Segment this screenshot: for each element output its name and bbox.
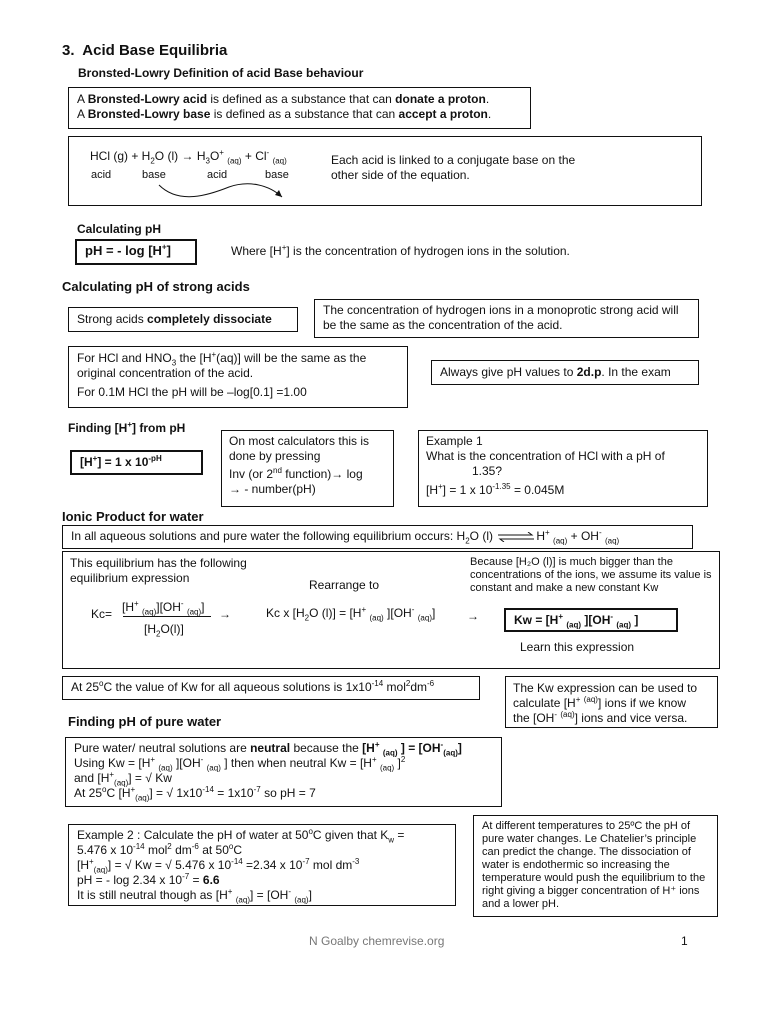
arrow-2: → — [467, 609, 479, 623]
h-from-ph-formula: [H+] = 1 x $10^{-pH}$ — [70, 450, 203, 475]
rearrange-label: Rearrange to — [309, 578, 380, 592]
kw-25-box: At 25$^o$C the value of Kw for all aqueous solutions is $1x10^{-14}$ $mol^2dm^{-6}$ — [62, 676, 480, 700]
label-base-1: base — [142, 169, 166, 181]
kw-usage-box: The Kw expression can be used to calculate [H+ $^{(aq)}$] ions if we know the [OH- $^{(aq)}$] ions and vice versa. — [505, 676, 718, 728]
page-number: 1 — [681, 934, 688, 948]
ph-formula-note: Where [H+] is the concentration of hydrogen ions in the solution. — [231, 243, 570, 258]
example-1-box: Example 1 What is the concentration of HCl with a pH of 1.35? [H+] = 1 x $10^{-1.35} = 0.045M$ — [418, 430, 708, 507]
conjugate-arrow — [149, 175, 289, 203]
section-title — [62, 42, 227, 59]
conjugate-note: Each acid is linked to a conjugate base on the other side of the equation. — [331, 153, 576, 182]
kw-expression-box: Kw = [H+ $_{(aq)}$ ][OH- $_{(aq)}$ ] — [504, 608, 678, 632]
pure-water-box: Pure water/ neutral solutions are neutral because the [H+ $_{(aq)}$ ] = $[OH^-_{(aq)}]$ Using Kw = [H+ $_{(aq)}$ ][OH- $_{(aq)}$ ] then when neutral Kw = [H+ $_{(aq)}$ ]$^2$ and $[H^+_{(aq)}]$ = √ Kw At 25$^o$C $[H^+_{(aq)}]$ = √ $1x10^{-14} = 1x10^{-7}$ so pH = 7 — [65, 737, 502, 807]
because-note: Because [H₂O (l)] is much bigger than the concentrations of the ions, we assume its value is constant and make a new constant Kw — [470, 556, 712, 594]
strong-acids-heading: Calculating pH of strong acids — [62, 279, 250, 294]
definition-box — [68, 87, 531, 129]
kc-numerator: [H+ $_{(aq)}$][OH- $_{(aq)}$] — [122, 599, 205, 617]
footer-author: N Goalby chemrevise.org — [309, 934, 445, 948]
calculator-note-box: On most calculators this is done by pressing Inv (or 2nd function)→ log → - number(pH) — [221, 430, 394, 507]
learn-expression: Learn this expression — [520, 640, 635, 654]
definition-base: A Bronsted-Lowry base is defined as a substance that can accept a proton. — [77, 107, 492, 121]
arrow-1: → — [219, 607, 231, 621]
water-equilibrium-box: In all aqueous solutions and pure water the following equilibrium occurs: $H_2O$ (l) H+ $_{(aq)}$ + OH- $_{(aq)}$ — [62, 525, 693, 549]
conjugate-equation-box — [68, 136, 702, 206]
temperature-note-box: At different temperatures to 25ºC the pH of pure water changes. Le Chatelier’s principle can predict the change. The dissociation of water is endothermic so increasing the temperature would push the equilibrium to the right giving a bigger concentration of H⁺ ions and a lower pH. — [473, 815, 718, 917]
equilibrium-expression-box — [62, 551, 720, 669]
calculating-ph-heading: Calculating pH — [77, 222, 162, 236]
pure-water-heading: Finding pH of pure water — [68, 714, 222, 729]
label-acid-1: acid — [91, 169, 112, 181]
finding-h-heading: Finding [H+] from pH — [68, 420, 186, 435]
hcl-concentration-box: For HCl and $HNO_3$ the [H+(aq)] will be the same as the original concentration of the acid. For 0.1M HCl the pH will be –log[0.1] =1.00 — [68, 346, 408, 408]
expr-intro: This equilibrium has the following equilibrium expression — [70, 556, 247, 585]
section-number: 3. — [62, 42, 75, 59]
section-title-text: Acid Base Equilibria — [82, 42, 228, 59]
ionic-product-heading: Ionic Product for water — [62, 509, 204, 524]
ph-formula-box: pH = - log [H+] — [75, 239, 197, 265]
kc-rearranged: Kc x [$H_2O$ (l)] = [H+ $_{(aq)}$ ][OH- $_{(aq)}$] — [266, 605, 436, 623]
kc-label: Kc= — [91, 607, 113, 621]
strong-dissociate-box: Strong acids completely dissociate — [68, 307, 298, 332]
label-base-2: base — [265, 169, 289, 181]
bronsted-heading: Bronsted-Lowry Definition of acid Base behaviour — [78, 66, 364, 80]
example-2-box: Example 2 : Calculate the pH of water at 50$^o$C given that $K_w$ = 5.476 x $10^{-14}$ mol$^2$ $dm^{-6}$ at 50$^o$C $[H^+_{(aq)}]$ = √ Kw = √ 5.476 x $10^{-14} =2.34$ x $10^{-7}$ mol $dm^{-3}$ pH = - log 2.34 x $10^{-7} = 6.6$ It is still neutral though as [H+ $_{(aq)}$] = [OH- $_{(aq)}$] — [68, 824, 456, 906]
definition-acid: A Bronsted-Lowry acid is defined as a substance that can donate a proton. — [77, 92, 490, 106]
hcl-equation: HCl $(g) + H_2O$ $(l) \to H_3O^+$ $_{(aq)}$ + Cl- $_{(aq)}$ — [90, 148, 287, 166]
equilibrium-arrows — [496, 532, 536, 542]
label-acid-2: acid — [207, 169, 228, 181]
decimal-places-box: Always give pH values to 2d.p. In the exam — [431, 360, 699, 385]
monoprotic-note-box: The concentration of hydrogen ions in a monoprotic strong acid will be the same as the concentration of the acid. — [314, 299, 699, 338]
kc-denominator: $[H_2O(l)]$ — [144, 622, 184, 639]
kc-fraction-bar — [123, 616, 211, 617]
